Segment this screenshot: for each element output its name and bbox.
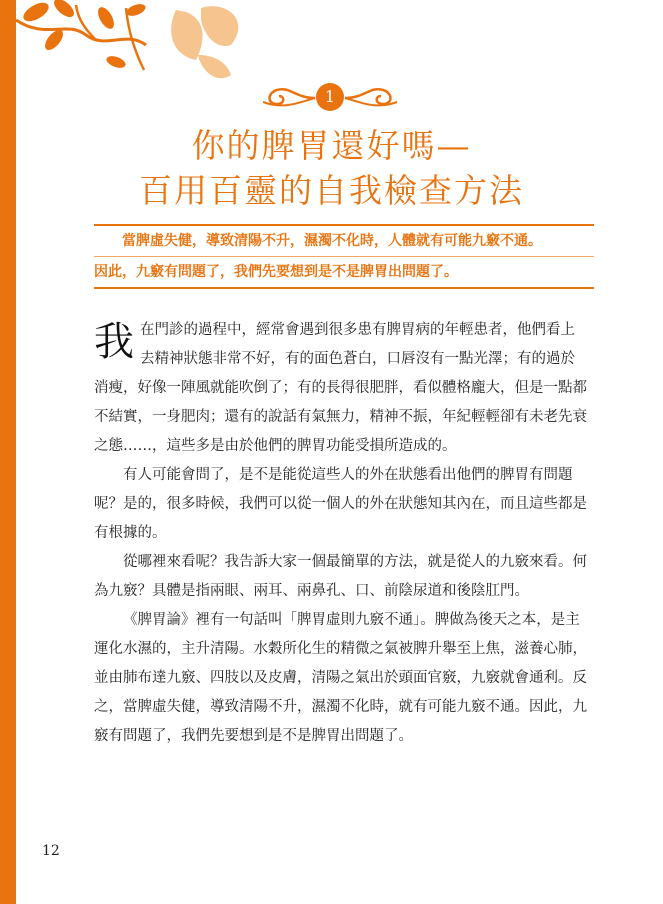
drop-cap: 我	[94, 319, 134, 365]
summary-line-1: 當脾虛失健，導致清陽不升，濕濁不化時，人體就有可能九竅不通。	[94, 226, 594, 257]
orange-side-bar	[0, 0, 16, 904]
paragraph-2: 有人可能會問了，是不是能從這些人的外在狀態看出他們的脾胃有問題呢？是的，很多時候，我們可以從一個人的外在狀態知其內在，而且這些都是有根據的。	[94, 467, 587, 541]
body-text	[94, 316, 588, 751]
chapter-summary	[94, 224, 594, 289]
paragraph-1-text: 在門診的過程中，經常會遇到很多患有脾胃病的年輕患者，他們看上去精神狀態非常不好，有的面色蒼白，口唇沒有一點光澤；有的過於消瘦，好像一陣風就能吹倒了；有的長得很肥胖，看似體格龐大，但是一點都不結實，一身肥肉；還有的說話有氣無力，精神不振，年紀輕輕卻有未老先衰之態……，這些多是由於他們的脾胃功能受損所造成的。	[94, 322, 587, 454]
chapter-title-line2: 百用百靈的自我檢查方法	[139, 171, 524, 210]
paragraph-4: 《脾胃論》裡有一句話叫「脾胃虛則九竅不通」。脾做為後天之本，是主運化水濕的，主升清陽。水穀所化生的精微之氣被脾升舉至上焦，滋養心肺，並由肺布達九竅、四肢以及皮膚，清陽之氣出於頭面官竅，九竅就會通利。反之，當脾虛失健，導致清陽不升，濕濁不化時，就有可能九竅不通。因此，九竅有問題了，我們先要想到是不是脾胃出問題了。	[94, 612, 587, 744]
paragraph-3: 從哪裡來看呢？我告訴大家一個最簡單的方法，就是從人的九竅來看。何為九竅？具體是指兩眼、兩耳、兩鼻孔、口、前陰尿道和後陰肛門。	[94, 554, 587, 599]
vine-butterfly-decoration	[16, 0, 256, 90]
paragraph-1	[94, 316, 588, 461]
page-number: 12	[42, 843, 60, 859]
summary-line-2: 因此，九竅有問題了，我們先要想到是不是脾胃出問題了。	[94, 264, 458, 280]
chapter-number: 1	[316, 83, 344, 111]
chapter-title-line1: 你的脾胃還好嗎—	[191, 126, 472, 165]
